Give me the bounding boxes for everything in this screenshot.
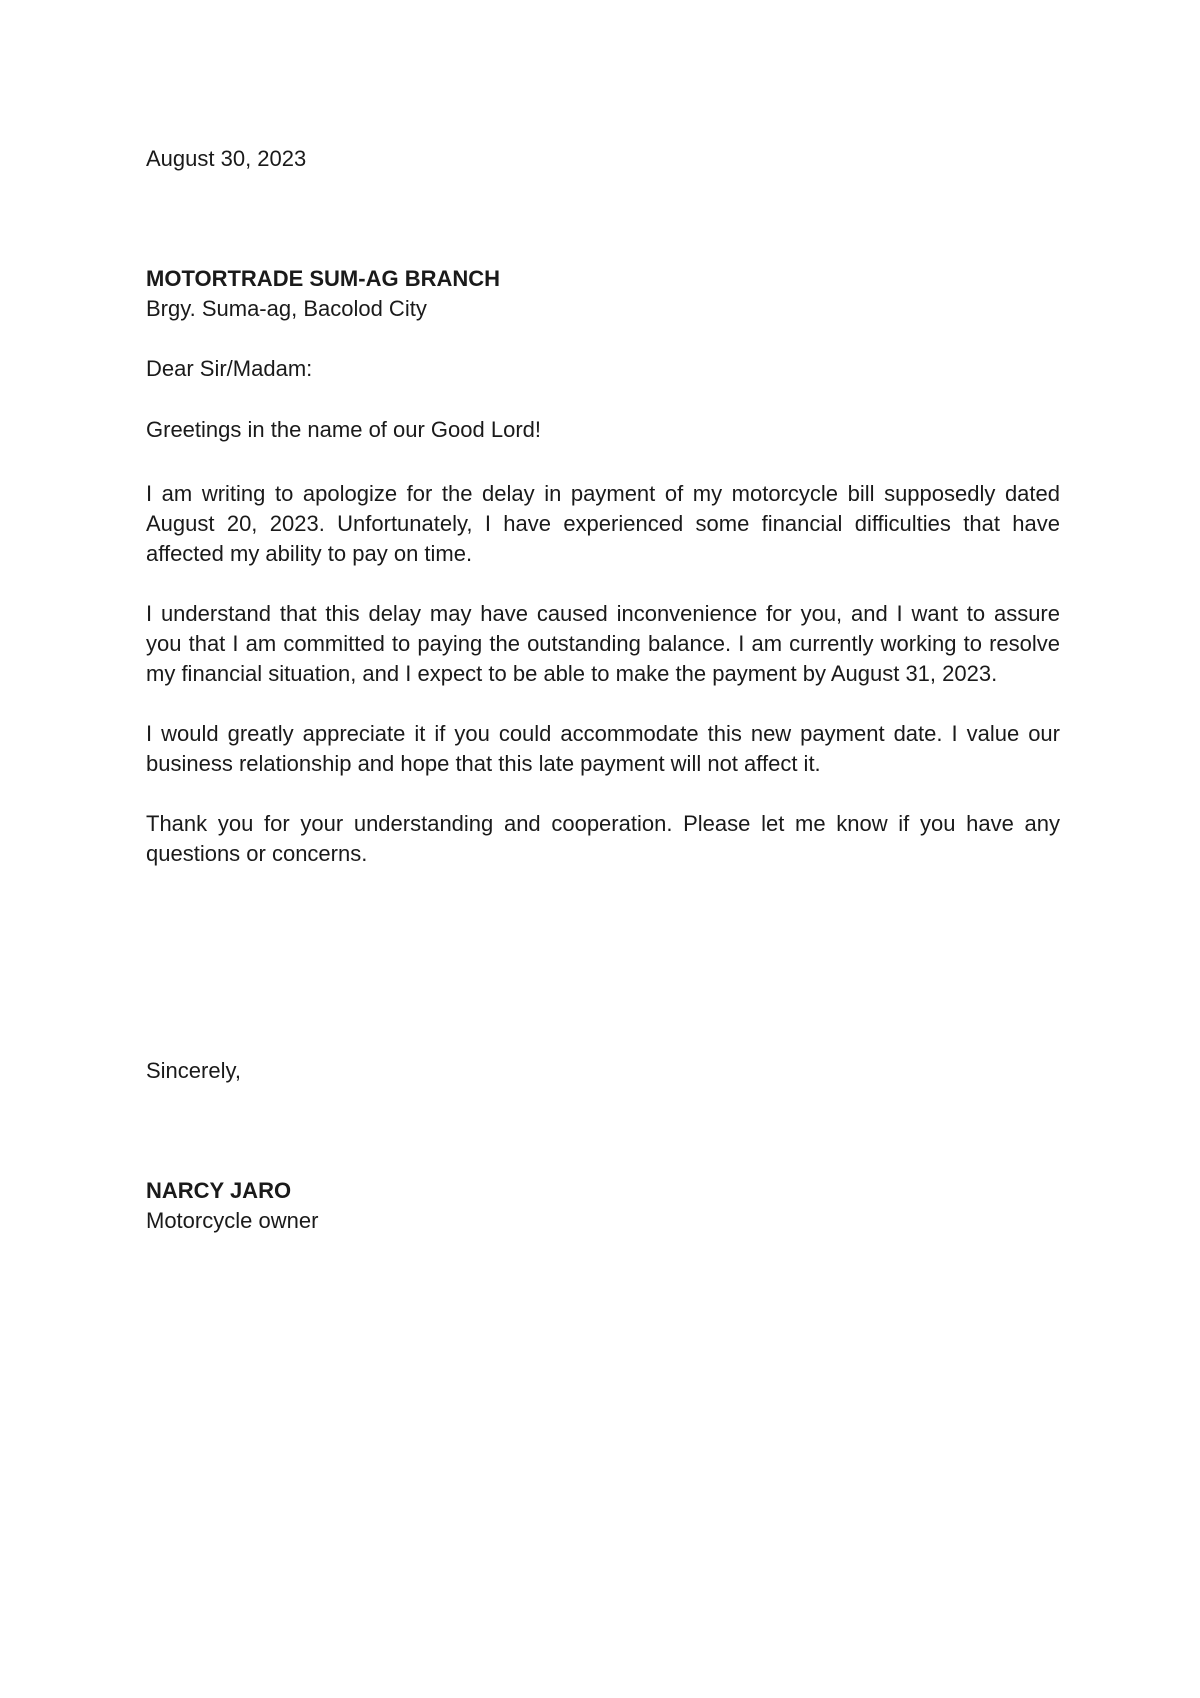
closing-block: [146, 1056, 1060, 1086]
greeting-block: [146, 415, 1060, 445]
body-paragraph-1: I am writing to apologize for the delay in payment of my motorcycle bill supposedly dated August 20, 2023. Unfortunately, I have experienced some financial difficulties that have affected my ability to pay on time.: [146, 481, 1060, 566]
recipient-address: Brgy. Suma-ag, Bacolod City: [146, 296, 427, 321]
body-paragraph-3: I would greatly appreciate it if you could accommodate this new payment date. I value our business relationship and hope that this late payment will not affect it.: [146, 721, 1060, 776]
greeting: Greetings in the name of our Good Lord!: [146, 417, 542, 442]
closing: Sincerely,: [146, 1058, 241, 1083]
body-paragraph-4: Thank you for your understanding and cooperation. Please let me know if you have any questions or concerns.: [146, 811, 1060, 866]
salutation: Dear Sir/Madam:: [146, 356, 313, 381]
letter-date: August 30, 2023: [146, 146, 307, 171]
letter-date-block: [146, 144, 1060, 174]
salutation-block: [146, 354, 1060, 384]
signature-block: [146, 1176, 1060, 1236]
sender-name: NARCY JARO: [146, 1178, 292, 1203]
body-paragraph-2: I understand that this delay may have caused inconvenience for you, and I want to assure you that I am committed to paying the outstanding balance. I am currently working to resolve my financial situation, and I expect to be able to make the payment by August 31, 2023.: [146, 601, 1060, 686]
recipient-name: MOTORTRADE SUM-AG BRANCH: [146, 266, 501, 291]
sender-title: Motorcycle owner: [146, 1208, 319, 1233]
letter-body: [146, 479, 1060, 899]
recipient-block: [146, 264, 1060, 324]
